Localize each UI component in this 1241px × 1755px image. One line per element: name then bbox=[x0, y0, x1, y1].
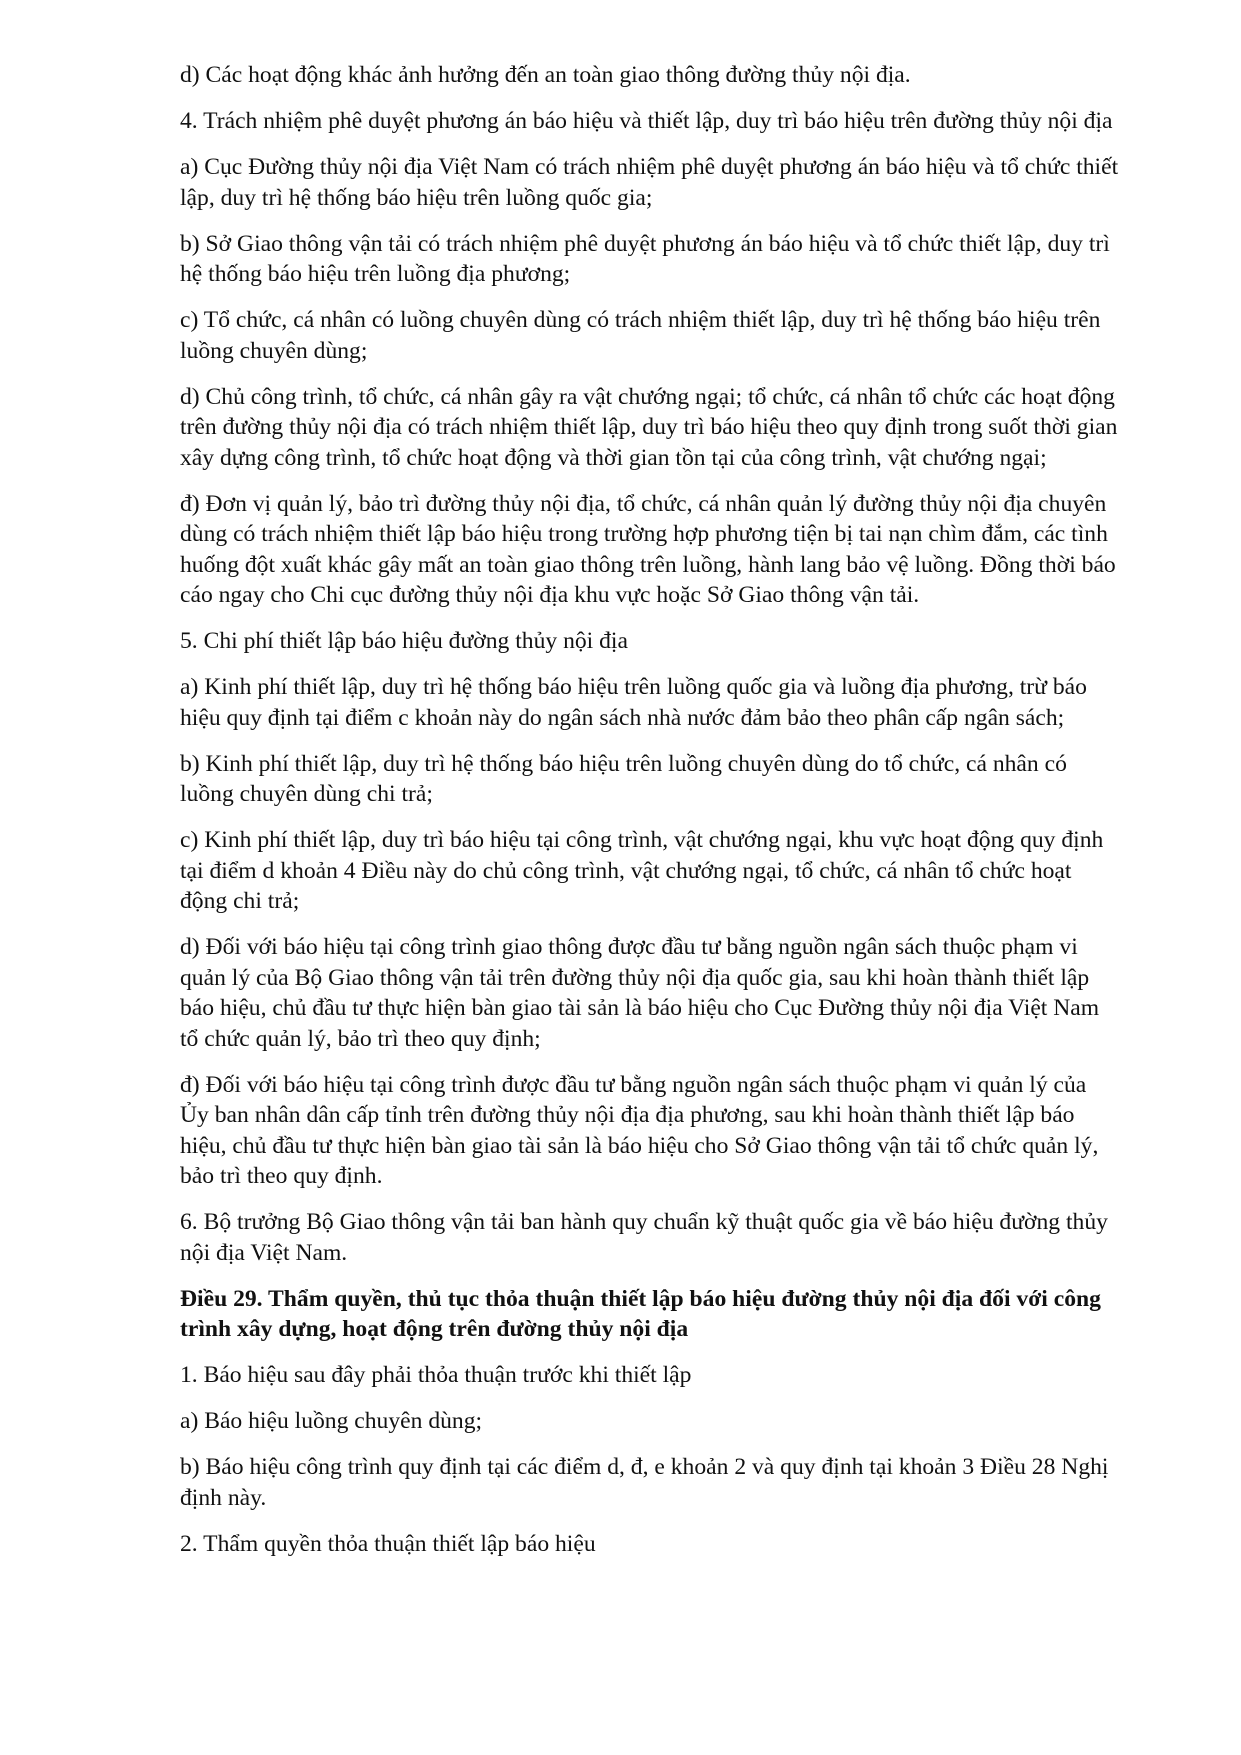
paragraph-5a: a) Kinh phí thiết lập, duy trì hệ thống báo hiệu trên luồng quốc gia và luồng địa phương, trừ báo hiệu quy định tại điểm c khoản này do ngân sách nhà nước đảm bảo theo phân cấp ngân sách; bbox=[180, 674, 1087, 731]
article-29-heading: Điều 29. Thẩm quyền, thủ tục thỏa thuận thiết lập báo hiệu đường thủy nội địa đối với công trình xây dựng, hoạt động trên đường thủy nội địa bbox=[180, 1285, 1101, 1342]
document-page bbox=[180, 60, 1120, 1575]
paragraph-4c: c) Tổ chức, cá nhân có luồng chuyên dùng có trách nhiệm thiết lập, duy trì hệ thống báo hiệu trên luồng chuyên dùng; bbox=[180, 307, 1101, 364]
article-29-clause-2: 2. Thẩm quyền thỏa thuận thiết lập báo hiệu bbox=[180, 1530, 596, 1557]
paragraph-4dd: đ) Đơn vị quản lý, bảo trì đường thủy nội địa, tổ chức, cá nhân quản lý đường thủy nội địa chuyên dùng có trách nhiệm thiết lập báo hiệu trong trường hợp phương tiện bị tai nạn chìm đắm, các tình huống đột xuất khác gây mất an toàn giao thông trên luồng, hành lang bảo vệ luồng. Đồng thời báo cáo ngay cho Chi cục đường thủy nội địa khu vực hoặc Sở Giao thông vận tải. bbox=[180, 490, 1116, 608]
clause-4-heading: 4. Trách nhiệm phê duyệt phương án báo hiệu và thiết lập, duy trì báo hiệu trên đường thủy nội địa bbox=[180, 108, 1113, 134]
paragraph-4b: b) Sở Giao thông vận tải có trách nhiệm phê duyệt phương án báo hiệu và tổ chức thiết lập, duy trì hệ thống báo hiệu trên luồng địa phương; bbox=[180, 230, 1110, 287]
clause-5-heading: 5. Chi phí thiết lập báo hiệu đường thủy nội địa bbox=[180, 628, 628, 654]
paragraph-4d-2: d) Chủ công trình, tổ chức, cá nhân gây ra vật chướng ngại; tổ chức, cá nhân tổ chức các hoạt động trên đường thủy nội địa có trách nhiệm thiết lập, duy trì báo hiệu theo quy định trong suốt thời gian xây dựng công trình, tổ chức hoạt động và thời gian tồn tại của công trình, vật chướng ngại; bbox=[180, 383, 1118, 471]
paragraph-5d: d) Đối với báo hiệu tại công trình giao thông được đầu tư bằng nguồn ngân sách thuộc phạm vi quản lý của Bộ Giao thông vận tải trên đường thủy nội địa quốc gia, sau khi hoàn thành thiết lập báo hiệu, chủ đầu tư thực hiện bàn giao tài sản là báo hiệu cho Cục Đường thủy nội địa Việt Nam tổ chức quản lý, bảo trì theo quy định; bbox=[180, 934, 1100, 1052]
paragraph-4d: d) Các hoạt động khác ảnh hưởng đến an toàn giao thông đường thủy nội địa. bbox=[180, 62, 911, 88]
article-29-paragraph-1a: a) Báo hiệu luồng chuyên dùng; bbox=[180, 1408, 483, 1434]
paragraph-4a: a) Cục Đường thủy nội địa Việt Nam có trách nhiệm phê duyệt phương án báo hiệu và tổ chức thiết lập, duy trì hệ thống báo hiệu trên luồng quốc gia; bbox=[180, 154, 1119, 211]
paragraph-5dd: đ) Đối với báo hiệu tại công trình được đầu tư bằng nguồn ngân sách thuộc phạm vi quản lý của Ủy ban nhân dân cấp tỉnh trên đường thủy nội địa địa phương, sau khi hoàn thành thiết lập báo hiệu, chủ đầu tư thực hiện bàn giao tài sản là báo hiệu cho Sở Giao thông vận tải tổ chức quản lý, bảo trì theo quy định. bbox=[180, 1071, 1099, 1189]
clause-6: 6. Bộ trưởng Bộ Giao thông vận tải ban hành quy chuẩn kỹ thuật quốc gia về báo hiệu đường thủy nội địa Việt Nam. bbox=[180, 1209, 1108, 1266]
article-29-paragraph-1b: b) Báo hiệu công trình quy định tại các điểm d, đ, e khoản 2 và quy định tại khoản 3 Điều 28 Nghị định này. bbox=[180, 1454, 1109, 1511]
paragraph-5b: b) Kinh phí thiết lập, duy trì hệ thống báo hiệu trên luồng chuyên dùng do tổ chức, cá nhân có luồng chuyên dùng chi trả; bbox=[180, 750, 1067, 807]
paragraph-5c: c) Kinh phí thiết lập, duy trì báo hiệu tại công trình, vật chướng ngại, khu vực hoạt động quy định tại điểm d khoản 4 Điều này do chủ công trình, vật chướng ngại, tổ chức, cá nhân tổ chức hoạt động chi trả; bbox=[180, 827, 1104, 914]
article-29-clause-1: 1. Báo hiệu sau đây phải thỏa thuận trước khi thiết lập bbox=[180, 1362, 692, 1388]
